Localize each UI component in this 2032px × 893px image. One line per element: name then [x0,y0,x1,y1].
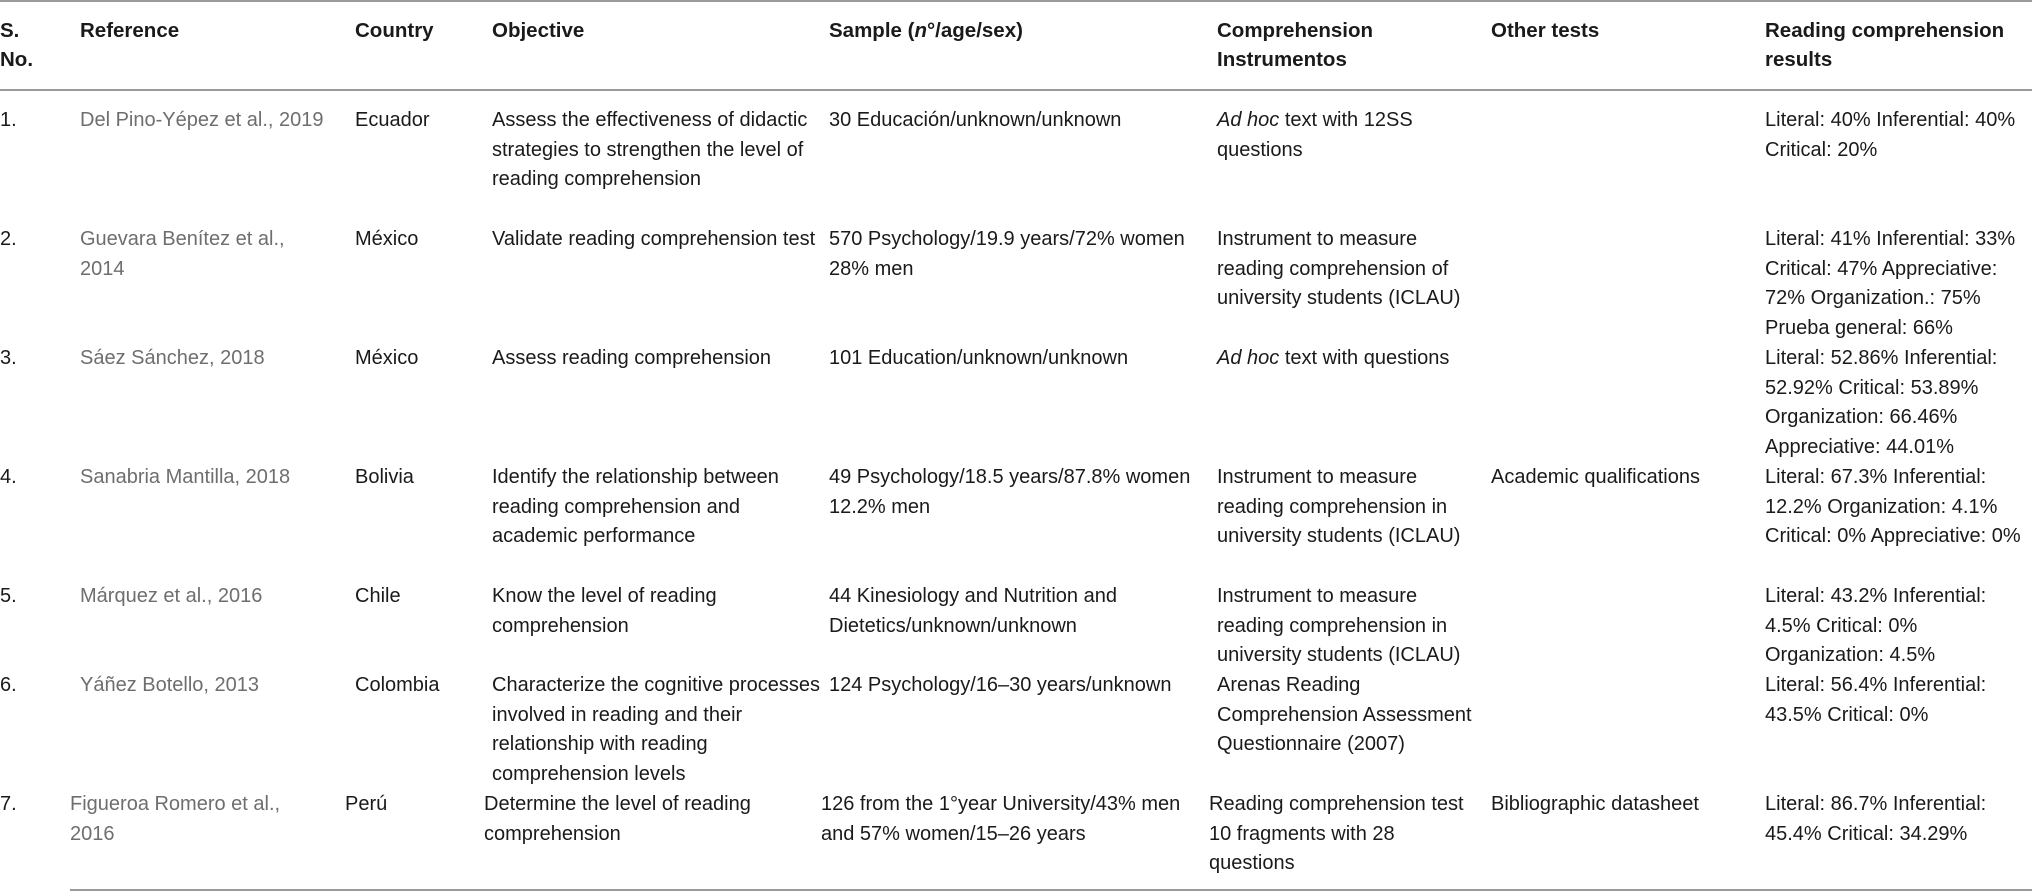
row-objective: Validate reading comprehension test [492,228,816,250]
row-instrument [1217,582,1487,671]
table-top-rule [0,0,2032,2]
row-instrument-text: Instrument to measure reading comprehension of university students (ICLAU) [1217,228,1461,309]
row-country: Ecuador [355,109,430,131]
row-instrument [1217,671,1487,760]
row-results: Literal: 67.3% Inferential: 12.2% Organization: 4.1% Critical: 0% Appreciative: 0% [1765,466,2021,547]
header-sample [829,16,1209,45]
row-sno: 1. [0,109,17,131]
row-instrument [1217,225,1487,314]
header-sno: S. No. [0,19,34,71]
row-sno: 3. [0,347,17,369]
row-sno: 5. [0,585,17,607]
header-country: Country [355,19,434,42]
header-sample-pre: Sample ( [829,19,915,42]
table-header-rule [0,89,2032,91]
row-country: Bolivia [355,466,414,488]
row-results: Literal: 41% Inferential: 33% Critical: 47% Appreciative: 72% Organization.: 75% Prueba general: 66% [1765,228,2016,339]
row-objective: Assess reading comprehension [492,347,772,369]
row-sample: 126 from the 1°year University/43% men and 57% women/15–26 years [821,793,1181,845]
row-instrument [1209,790,1464,879]
header-other-tests: Other tests [1491,19,1600,42]
row-objective: Know the level of reading comprehension [492,585,717,637]
row-reference: Del Pino-Yépez et al., 2019 [80,109,324,131]
header-sample-n: n [914,19,927,42]
row-instrument-text: Arenas Reading Comprehension Assessment Questionnaire (2007) [1217,674,1472,755]
row-sno: 4. [0,466,17,488]
row-instrument-text: Reading comprehension test 10 fragments with 28 questions [1209,793,1464,874]
header-instruments: Comprehension Instrumentos [1217,19,1374,71]
row-results: Literal: 43.2% Inferential: 4.5% Critical: 0% Organization: 4.5% [1765,585,1987,666]
row-objective: Identify the relationship between reading comprehension and academic performance [492,466,779,547]
row-sample: 101 Education/unknown/unknown [829,347,1129,369]
row-instrument [1217,344,1487,374]
row-instrument-italic: Ad hoc [1217,347,1280,369]
row-instrument [1217,463,1487,552]
row-results: Literal: 86.7% Inferential: 45.4% Critical: 34.29% [1765,793,1987,845]
header-results: Reading comprehension results [1765,19,2005,71]
row-sample: 30 Educación/unknown/unknown [829,109,1122,131]
row-instrument-text: Instrument to measure reading comprehension in university students (ICLAU) [1217,466,1461,547]
row-instrument-text: text with 12SS questions [1217,109,1413,161]
row-reference: Márquez et al., 2016 [80,585,263,607]
row-country: México [355,228,419,250]
row-other-tests: Bibliographic datasheet [1491,793,1699,815]
row-country: Perú [345,793,388,815]
row-reference: Sáez Sánchez, 2018 [80,347,265,369]
header-sample-post: °/age/sex) [926,19,1023,42]
header-objective: Objective [492,19,585,42]
row-results: Literal: 52.86% Inferential: 52.92% Critical: 53.89% Organization: 66.46% Appreciative: 44.01% [1765,347,1998,458]
row-sample: 570 Psychology/19.9 years/72% women 28% men [829,228,1185,280]
row-reference: Figueroa Romero et al., 2016 [70,793,281,845]
row-sno: 6. [0,674,17,696]
row-results: Literal: 56.4% Inferential: 43.5% Critical: 0% [1765,674,1987,726]
header-reference: Reference [80,19,180,42]
row-country: Chile [355,585,401,607]
row-sample: 124 Psychology/16–30 years/unknown [829,674,1172,696]
row-sno: 7. [0,793,17,815]
row-sno: 2. [0,228,17,250]
row-objective: Characterize the cognitive processes involved in reading and their relationship with reading comprehension levels [492,674,820,785]
row-instrument [1217,106,1487,165]
row-other-tests: Academic qualifications [1491,466,1700,488]
table-bottom-rule [70,889,2032,891]
row-country: México [355,347,419,369]
row-instrument-italic: Ad hoc [1217,109,1280,131]
row-instrument-text: text with questions [1279,347,1450,369]
row-reference: Yáñez Botello, 2013 [80,674,260,696]
row-reference: Sanabria Mantilla, 2018 [80,466,291,488]
row-reference: Guevara Benítez et al., 2014 [80,228,285,280]
row-objective: Determine the level of reading comprehension [484,793,751,845]
row-objective: Assess the effectiveness of didactic strategies to strengthen the level of reading comprehension [492,109,808,190]
row-instrument-text: Instrument to measure reading comprehension in university students (ICLAU) [1217,585,1461,666]
row-country: Colombia [355,674,440,696]
row-sample: 49 Psychology/18.5 years/87.8% women 12.2% men [829,466,1191,518]
row-results: Literal: 40% Inferential: 40% Critical: 20% [1765,109,2016,161]
row-sample: 44 Kinesiology and Nutrition and Dietetics/unknown/unknown [829,585,1117,637]
